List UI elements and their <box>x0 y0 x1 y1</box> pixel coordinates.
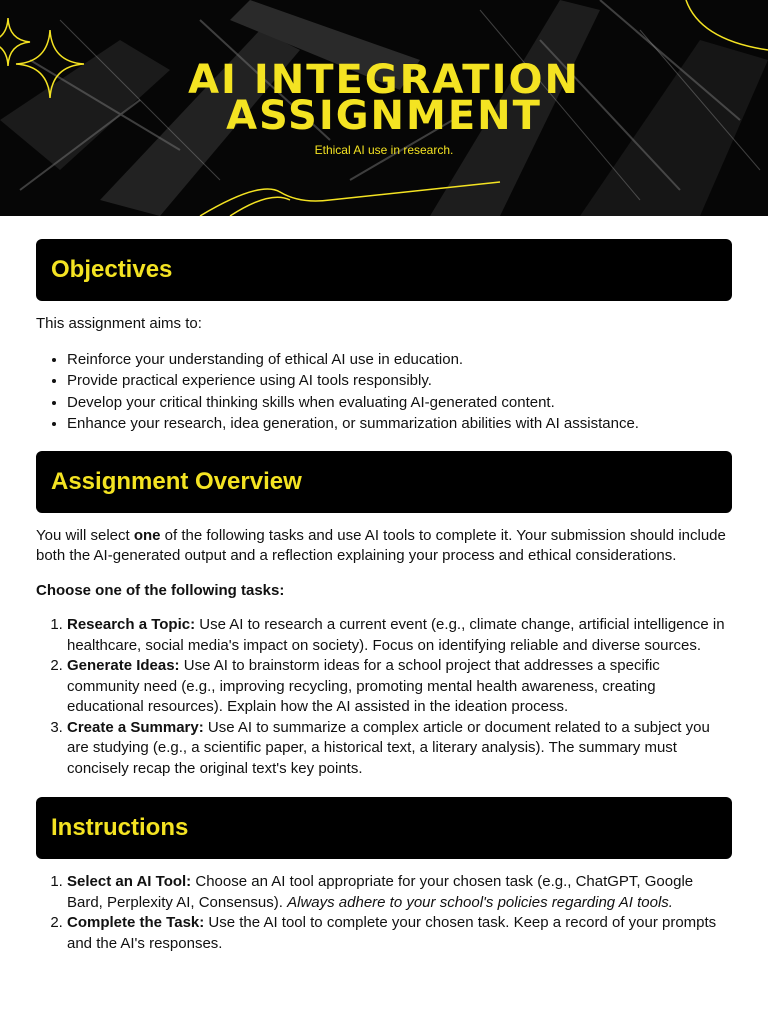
task-text: Use AI to brainstorm ideas for a school project that addresses a specific community need (e.g., improving recycling, promoting mental health awareness, creating educational resources). Explain how the AI assisted in the ideation process. <box>67 657 660 715</box>
task-text: Use AI to research a current event (e.g., climate change, artificial intelligence in healthcare, social media's impact on society). Focus on identifying reliable and diverse sources. <box>67 616 725 654</box>
overview-heading: Assignment Overview <box>51 467 302 495</box>
objectives-header <box>36 239 732 301</box>
overview-intro-emphasis: one <box>133 526 161 544</box>
title-line-2: ASSIGNMENT <box>226 93 542 139</box>
list-item: • Provide practical experience using AI tools responsibly. <box>67 370 732 392</box>
objectives-intro: This assignment aims to: <box>36 315 202 332</box>
page-subtitle: Ethical AI use in research. <box>314 143 454 157</box>
list-item: • Enhance your research, idea generation, or summarization abilities with AI assistance. <box>67 413 732 435</box>
step-text: Use the AI tool to complete your chosen task. Keep a record of your prompts and the AI's responses. <box>67 914 717 952</box>
objectives-list <box>36 349 732 435</box>
tasks-list <box>36 615 732 779</box>
task-title: Research a Topic: <box>67 616 196 633</box>
document-body <box>0 239 768 954</box>
task-title: Create a Summary: <box>67 718 204 736</box>
list-item: • Develop your critical thinking skills when evaluating AI-generated content. <box>67 392 732 414</box>
list-item <box>67 718 732 780</box>
instructions-header <box>36 797 732 859</box>
list-item <box>67 656 732 718</box>
step-note: Always adhere to your school's policies regarding AI tools. <box>287 893 673 911</box>
title-line-1: AI INTEGRATION <box>188 57 580 103</box>
page-title <box>0 57 768 139</box>
list-item <box>67 615 732 656</box>
overview-intro-start: You will select <box>36 526 134 544</box>
choose-label: Choose one of the following tasks: <box>36 581 285 599</box>
task-title: Generate Ideas: <box>67 657 180 674</box>
step-title: Select an AI Tool: <box>67 873 192 890</box>
step-title: Complete the Task: <box>67 914 205 931</box>
list-item <box>67 872 732 913</box>
header-banner <box>0 0 768 216</box>
list-item: • Reinforce your understanding of ethical AI use in education. <box>67 349 732 371</box>
overview-header <box>36 451 732 513</box>
overview-intro <box>36 526 732 567</box>
overview-intro-end: of the following tasks and use AI tools to complete it. Your submission should include both the AI-generated output and a reflection explaining your process and ethical considerations. <box>36 526 726 564</box>
list-item <box>67 913 732 954</box>
objectives-heading: Objectives <box>51 256 173 283</box>
step-text: Choose an AI tool appropriate for your chosen task (e.g., ChatGPT, Google Bard, Perplexity AI, Consensus). <box>67 873 694 911</box>
instructions-heading: Instructions <box>51 814 189 841</box>
task-text: Use AI to summarize a complex article or document related to a subject you are studying (e.g., a scientific paper, a historical text, a literary analysis). The summary must concisely recap the original text's key points. <box>67 718 710 777</box>
instructions-list <box>36 872 732 954</box>
